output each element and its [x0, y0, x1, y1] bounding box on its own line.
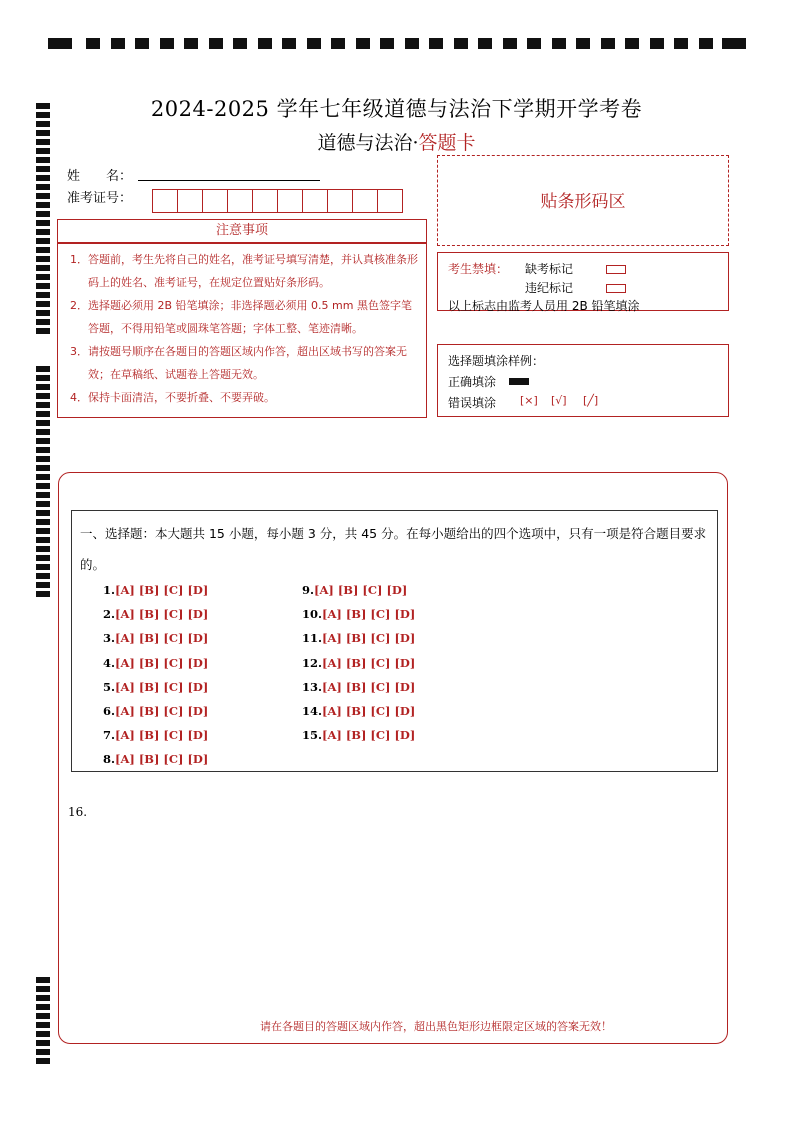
timing-mark — [36, 501, 50, 507]
question-options[interactable]: [A] [B] [C] [D] — [115, 679, 209, 694]
question-number: 10. — [302, 607, 323, 622]
id-box[interactable] — [277, 189, 303, 213]
id-box[interactable] — [327, 189, 353, 213]
question-row[interactable] — [302, 704, 415, 718]
timing-mark — [36, 292, 50, 298]
section1-instruction: 一、选择题：本大题共 15 小题，每小题 3 分，共 45 分。在每小题给出的四个选项中，只有一项是符合题目要求的。 — [80, 526, 707, 572]
question-row[interactable] — [103, 583, 208, 597]
timing-mark — [36, 1058, 50, 1064]
timing-mark — [36, 456, 50, 462]
question-options[interactable]: [A] [B] [C] [D] — [322, 607, 416, 622]
question-options[interactable]: [A] [B] [C] [D] — [115, 583, 209, 597]
timing-mark — [36, 528, 50, 534]
question-options[interactable]: [A] [B] [C] [D] — [322, 631, 416, 646]
question-options[interactable]: [A] [B] [C] [D] — [115, 728, 209, 743]
timing-mark — [36, 393, 50, 399]
page-subtitle — [0, 128, 793, 155]
timing-mark — [576, 38, 590, 49]
question-number: 12. — [302, 655, 323, 670]
question-number: 7. — [103, 728, 116, 743]
timing-mark — [36, 402, 50, 408]
timing-mark — [36, 429, 50, 435]
question-row[interactable] — [302, 680, 415, 694]
timing-mark — [36, 474, 50, 480]
timing-mark — [36, 555, 50, 561]
timing-mark — [36, 1022, 50, 1028]
sample-wrong-mark: [×] — [520, 394, 538, 407]
timing-mark — [331, 38, 345, 49]
question-16-label: 16. — [68, 805, 88, 819]
timing-mark — [36, 411, 50, 417]
timing-mark — [36, 375, 50, 381]
notice-item: 2．选择题必须用 2B 铅笔填涂；非选择题必须用 0.5 mm 黑色签字笔答题，不得用铅笔或圆珠笔答题；字体工整、笔迹清晰。 — [70, 299, 412, 335]
id-box[interactable] — [152, 189, 178, 213]
timing-mark — [552, 38, 566, 49]
timing-mark — [36, 220, 50, 226]
sample-title: 选择题填涂样例： — [448, 354, 545, 368]
timing-mark — [36, 175, 50, 181]
question-number: 4. — [103, 655, 116, 670]
question-row[interactable] — [302, 631, 415, 645]
question-number: 1. — [103, 583, 116, 597]
id-box[interactable] — [352, 189, 378, 213]
id-box[interactable] — [202, 189, 228, 213]
timing-mark — [429, 38, 443, 49]
page-title: 2024-2025 学年七年级道德与法治下学期开学考卷 — [150, 97, 643, 121]
question-number: 11. — [302, 631, 323, 646]
timing-mark — [36, 166, 50, 172]
sample-correct-label: 正确填涂 — [448, 375, 497, 389]
timing-mark — [36, 591, 50, 597]
timing-mark — [36, 483, 50, 489]
timing-mark — [601, 38, 615, 49]
timing-mark — [36, 1004, 50, 1010]
timing-mark — [48, 38, 72, 49]
notice-item: 4．保持卡面清洁，不要折叠、不要弄破。 — [70, 391, 275, 404]
timing-mark — [111, 38, 125, 49]
subtitle-main: 道德与法治· — [317, 132, 419, 154]
timing-mark — [503, 38, 517, 49]
subtitle-sub: 答题卡 — [418, 132, 476, 154]
name-input-line[interactable] — [138, 180, 320, 181]
violation-mark-box[interactable] — [606, 284, 626, 293]
timing-mark — [674, 38, 688, 49]
timing-mark — [36, 995, 50, 1001]
timing-mark — [86, 38, 100, 49]
question-options[interactable]: [A] [B] [C] [D] — [322, 679, 416, 694]
fill-sample-box — [437, 344, 729, 417]
timing-mark — [233, 38, 247, 49]
timing-mark — [36, 211, 50, 217]
id-box[interactable] — [252, 189, 278, 213]
question-options[interactable]: [A] [B] [C] [D] — [314, 583, 408, 597]
question-options[interactable]: [A] [B] [C] [D] — [115, 655, 209, 670]
timing-mark — [135, 38, 149, 49]
timing-mark — [356, 38, 370, 49]
timing-mark — [36, 564, 50, 570]
question-row[interactable] — [103, 728, 208, 742]
timing-mark — [36, 420, 50, 426]
id-box[interactable] — [302, 189, 328, 213]
timing-mark — [36, 184, 50, 190]
timing-mark — [36, 384, 50, 390]
timing-mark — [160, 38, 174, 49]
question-row[interactable] — [302, 607, 415, 621]
timing-mark — [36, 573, 50, 579]
question-options[interactable]: [A] [B] [C] [D] — [322, 728, 416, 743]
question-number: 9. — [302, 583, 315, 597]
question-number: 8. — [103, 752, 116, 767]
id-box[interactable] — [177, 189, 203, 213]
timing-mark — [36, 256, 50, 262]
question-number: 14. — [302, 704, 323, 718]
timing-mark — [36, 238, 50, 244]
timing-mark — [36, 438, 50, 444]
timing-mark — [36, 537, 50, 543]
timing-mark — [282, 38, 296, 49]
timing-mark — [36, 247, 50, 253]
question-number: 6. — [103, 704, 116, 718]
violation-mark-label: 违纪标记 — [525, 281, 574, 295]
sample-correct-fill — [509, 378, 529, 385]
timing-mark — [209, 38, 223, 49]
timing-mark — [36, 328, 50, 334]
question-number: 15. — [302, 728, 323, 743]
timing-mark — [454, 38, 468, 49]
question-row[interactable] — [103, 752, 208, 766]
timing-mark — [36, 1049, 50, 1055]
sample-wrong-mark: [╱] — [583, 394, 599, 407]
absence-box — [437, 252, 729, 311]
question-row[interactable] — [302, 728, 415, 742]
name-label: 姓 名： — [67, 169, 133, 184]
timing-mark — [36, 319, 50, 325]
id-boxes[interactable] — [152, 189, 402, 213]
question-options[interactable]: [A] [B] [C] [D] — [115, 752, 209, 767]
timing-mark — [36, 265, 50, 271]
timing-mark — [258, 38, 272, 49]
absent-mark-box[interactable] — [606, 265, 626, 274]
timing-mark — [478, 38, 492, 49]
timing-mark — [36, 1031, 50, 1037]
question-options[interactable]: [A] [B] [C] [D] — [115, 631, 209, 646]
question-number: 2. — [103, 607, 116, 622]
question-number: 5. — [103, 679, 116, 694]
timing-mark — [380, 38, 394, 49]
question-options[interactable]: [A] [B] [C] [D] — [115, 607, 209, 622]
timing-mark — [36, 977, 50, 983]
left-timing-marks-middle — [36, 366, 50, 600]
notice-title: 注意事项 — [57, 219, 427, 243]
footer-note: 请在各题目的答题区域内作答，超出黑色矩形边框限定区域的答案无效！ — [260, 1020, 612, 1033]
timing-mark — [36, 229, 50, 235]
timing-mark — [722, 38, 746, 49]
barcode-area — [437, 155, 729, 246]
timing-mark — [36, 519, 50, 525]
timing-mark — [36, 366, 50, 372]
id-label: 准考证号： — [67, 191, 133, 206]
timing-mark — [36, 465, 50, 471]
id-box[interactable] — [227, 189, 253, 213]
timing-mark — [36, 447, 50, 453]
timing-mark — [36, 492, 50, 498]
question-row[interactable] — [302, 656, 415, 670]
question-row[interactable] — [103, 680, 208, 694]
timing-mark — [699, 38, 713, 49]
question-options[interactable]: [A] [B] [C] [D] — [322, 704, 416, 718]
question-number: 3. — [103, 631, 116, 646]
timing-mark — [36, 546, 50, 552]
sample-wrong-label: 错误填涂 — [448, 396, 497, 410]
question-row[interactable] — [103, 631, 208, 645]
top-timing-marks — [48, 38, 746, 50]
absence-label: 考生禁填： — [448, 262, 509, 276]
timing-mark — [307, 38, 321, 49]
question-row[interactable] — [103, 656, 208, 670]
question-row[interactable] — [103, 607, 208, 621]
question-number: 13. — [302, 679, 323, 694]
timing-mark — [36, 582, 50, 588]
timing-mark — [36, 157, 50, 163]
timing-mark — [36, 301, 50, 307]
timing-mark — [36, 274, 50, 280]
timing-mark — [405, 38, 419, 49]
notice-item: 1．答题前，考生先将自己的姓名，准考证号填写清楚，并认真核准条形码上的姓名、准考证号，在规定位置贴好条形码。 — [70, 253, 418, 289]
left-timing-marks-lower — [36, 977, 50, 1067]
timing-mark — [650, 38, 664, 49]
question-row[interactable] — [302, 583, 407, 597]
id-box[interactable] — [377, 189, 403, 213]
timing-mark — [527, 38, 541, 49]
question-options[interactable]: [A] [B] [C] [D] — [115, 704, 209, 718]
timing-mark — [36, 1040, 50, 1046]
timing-mark — [36, 283, 50, 289]
timing-mark — [36, 986, 50, 992]
timing-mark — [625, 38, 639, 49]
timing-mark — [184, 38, 198, 49]
barcode-label: 贴条形码区 — [540, 192, 626, 212]
notice-box — [57, 243, 427, 418]
timing-mark — [36, 1013, 50, 1019]
absence-note: 以上标志由监考人员用 2B 铅笔填涂 — [448, 299, 640, 313]
absent-mark-label: 缺考标记 — [525, 262, 574, 276]
timing-mark — [36, 510, 50, 516]
timing-mark — [36, 193, 50, 199]
timing-mark — [36, 310, 50, 316]
timing-mark — [36, 202, 50, 208]
sample-wrong-mark: [√] — [551, 394, 567, 407]
question-options[interactable]: [A] [B] [C] [D] — [322, 655, 416, 670]
question-row[interactable] — [103, 704, 208, 718]
notice-item: 3．请按题号顺序在各题目的答题区域内作答，超出区域书写的答案无效；在草稿纸、试题卷上答题无效。 — [70, 345, 407, 381]
